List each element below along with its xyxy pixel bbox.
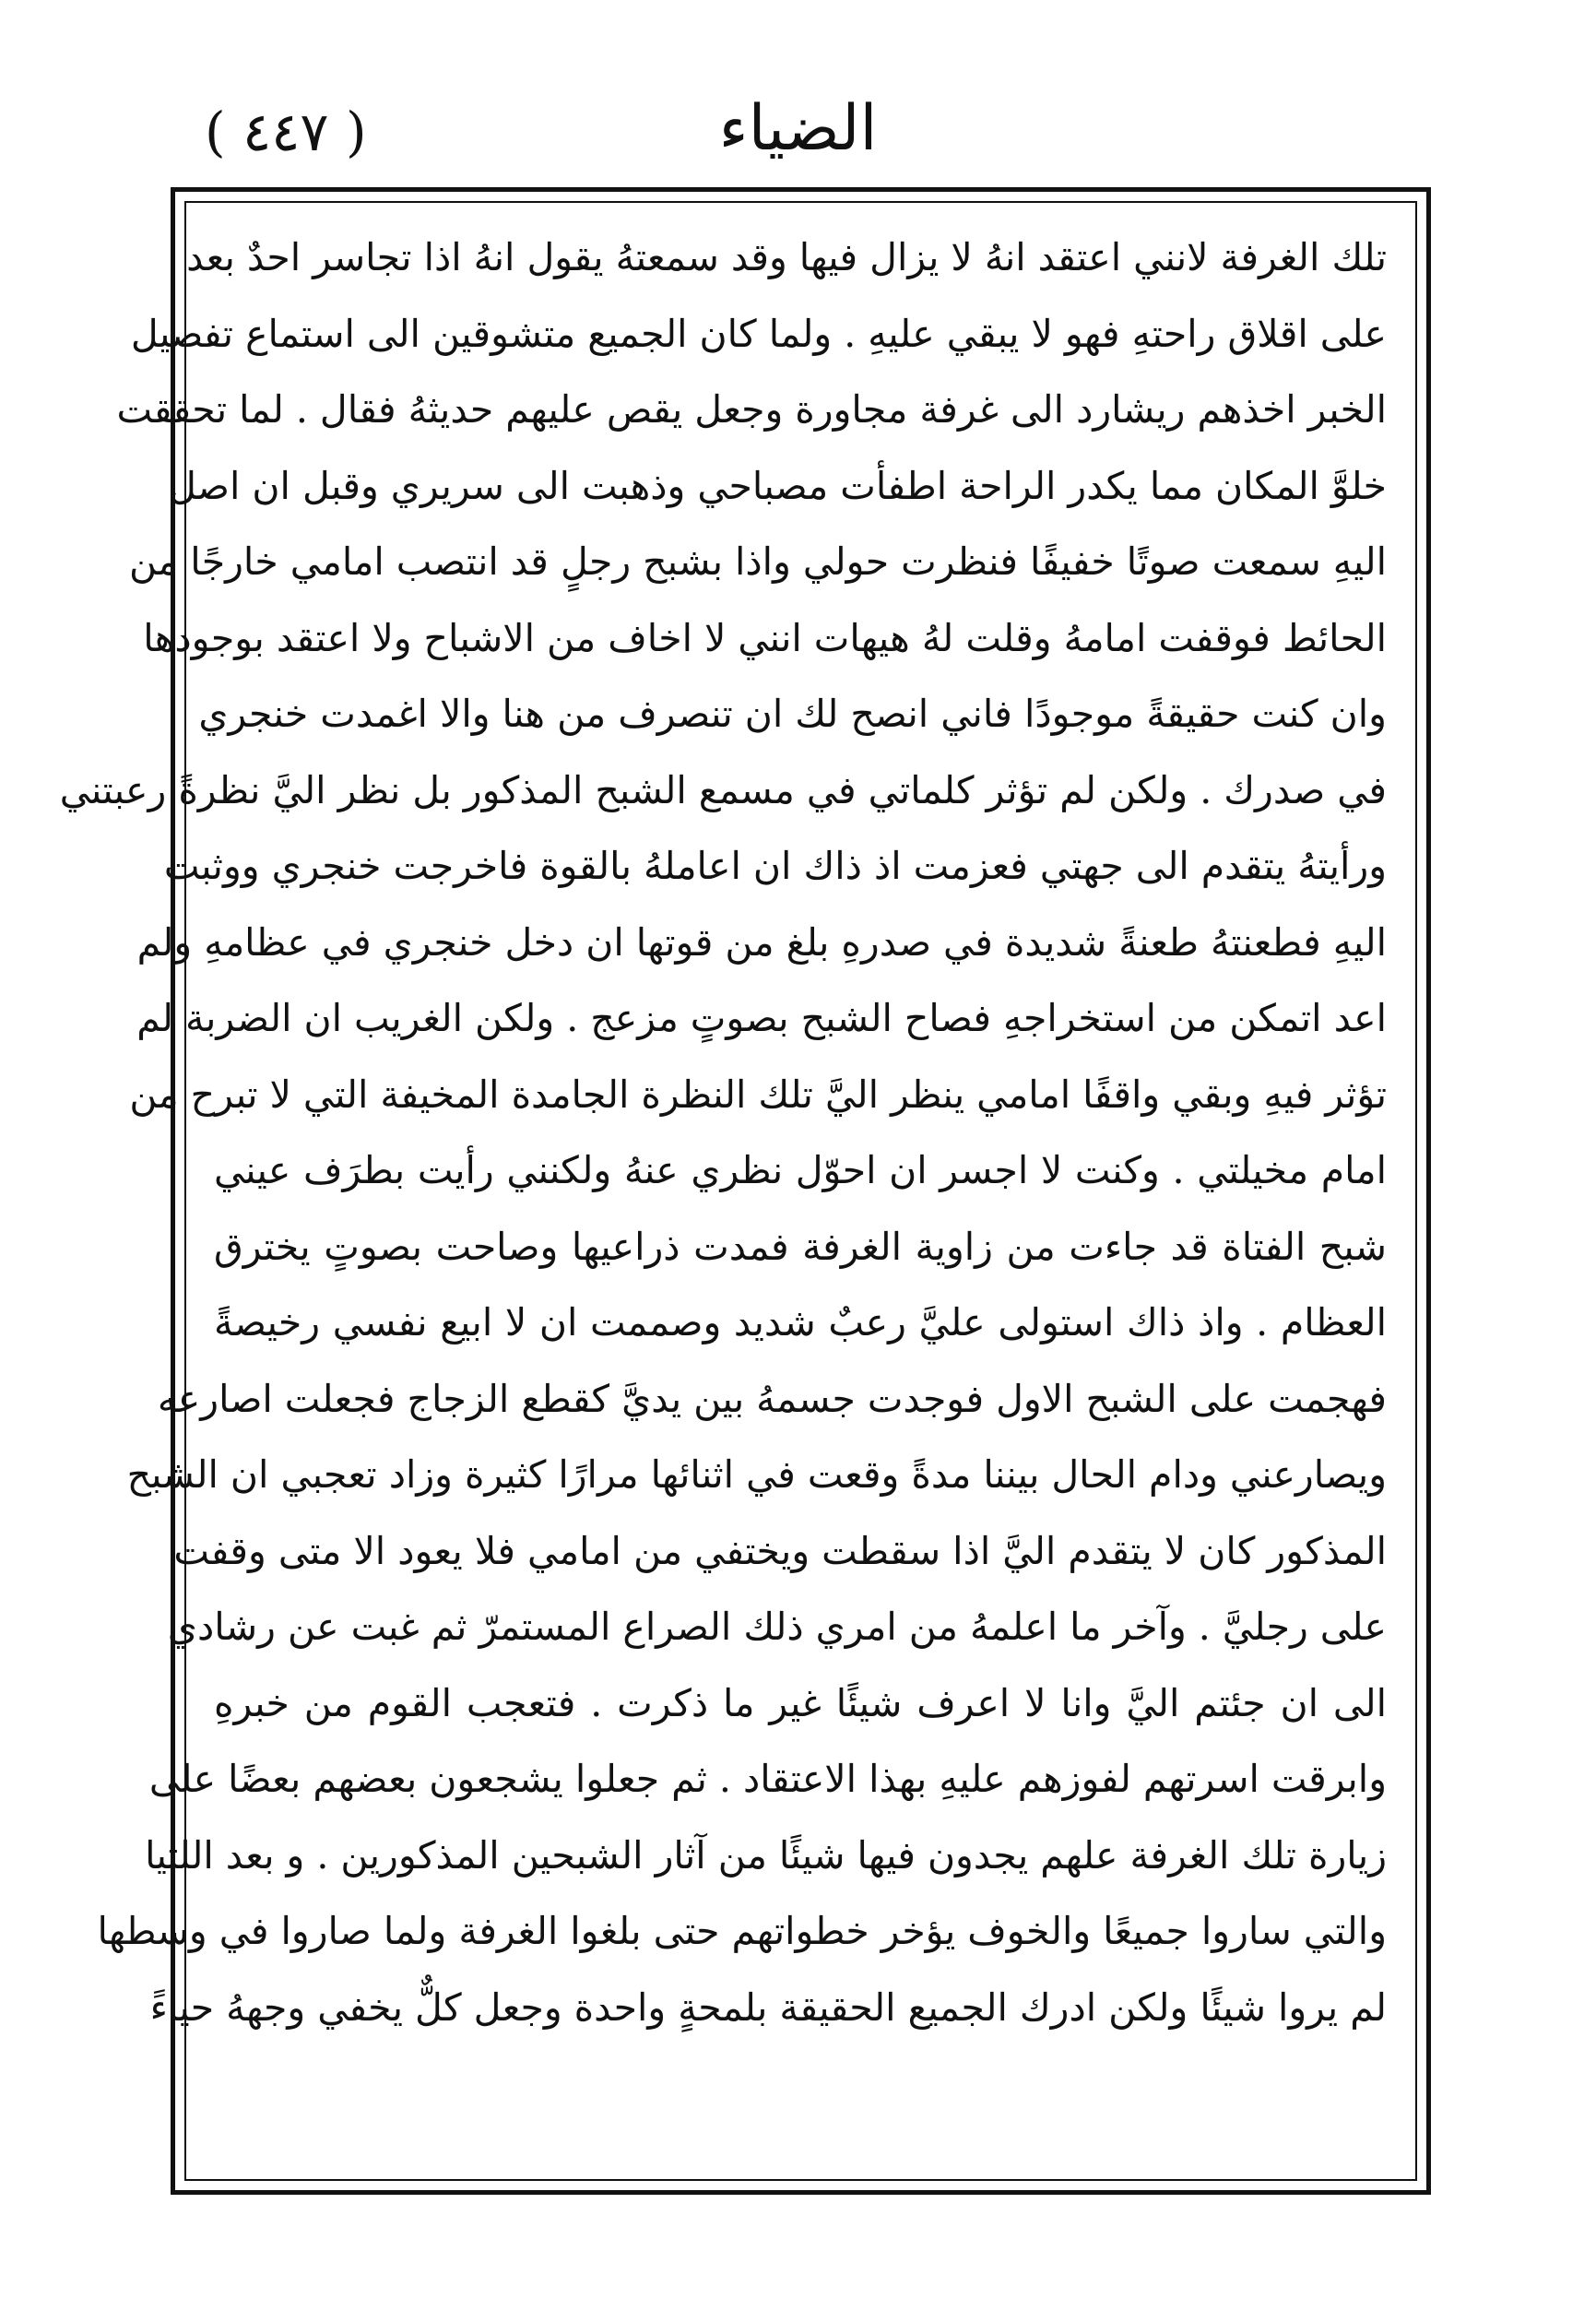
page-number: ( ٤٤٧ ) bbox=[205, 101, 367, 163]
text-line: تؤثر فيهِ وبقي واقفًا امامي ينظر اليَّ تلك النظرة الجامدة المخيفة التي لا تبرح من bbox=[129, 1072, 1387, 1117]
text-line: على رجليَّ . وآخر ما اعلمهُ من امري ذلك الصراع المستمرّ ثم غبت عن رشادي bbox=[167, 1605, 1387, 1649]
text-line: اليهِ سمعت صوتًا خفيفًا فنظرت حولي واذا بشبح رجلٍ قد انتصب امامي خارجًا من bbox=[129, 539, 1387, 584]
text-line: ويصارعني ودام الحال بيننا مدةً وقعت في اثنائها مرارًا كثيرة وزاد تعجبي ان الشبح bbox=[126, 1452, 1387, 1497]
text-line: والتي ساروا جميعًا والخوف يؤخر خطواتهم حتى بلغوا الغرفة ولما صاروا في وسطها bbox=[97, 1909, 1387, 1953]
body-text bbox=[59, 219, 1387, 2045]
text-line: الحائط فوقفت امامهُ وقلت لهُ هيهات انني لا اخاف من الاشباح ولا اعتقد بوجودها bbox=[143, 615, 1387, 660]
text-line: على اقلاق راحتهِ فهو لا يبقي عليهِ . ولما كان الجميع متشوقين الى استماع تفصيل bbox=[130, 311, 1387, 356]
text-line: اليهِ فطعنتهُ طعنةً شديدة في صدرهِ بلغ من قوتها ان دخل خنجري في عظامهِ ولم bbox=[136, 919, 1387, 965]
text-line: تلك الغرفة لانني اعتقد انهُ لا يزال فيها وقد سمعتهُ يقول انهُ اذا تجاسر احدٌ بعد bbox=[186, 235, 1387, 279]
text-line: اعد اتمكن من استخراجهِ فصاح الشبح بصوتٍ مزعج . ولكن الغريب ان الضربة لم bbox=[136, 996, 1387, 1040]
text-line: العظام . واذ ذاك استولى عليَّ رعبٌ شديد وصممت ان لا ابيع نفسي رخيصةً bbox=[214, 1300, 1387, 1345]
text-line: زيارة تلك الغرفة علهم يجدون فيها شيئًا من آثار الشبحين المذكورين . و بعد اللتيا bbox=[145, 1832, 1387, 1878]
text-line: لم يروا شيئًا ولكن ادرك الجميع الحقيقة بلمحةٍ واحدة وجعل كلٌّ يخفي وجههُ حياءً bbox=[149, 1984, 1387, 2030]
running-title: الضياء bbox=[718, 92, 878, 165]
text-line: وان كنت حقيقةً موجودًا فاني انصح لك ان تنصرف من هنا والا اغمدت خنجري bbox=[198, 692, 1387, 736]
page-header bbox=[0, 0, 1596, 184]
text-line: الخبر اخذهم ريشارد الى غرفة مجاورة وجعل يقص عليهم حديثهُ فقال . لما تحققت bbox=[116, 387, 1387, 432]
text-line: شبح الفتاة قد جاءت من زاوية الغرفة فمدت ذراعيها وصاحت بصوتٍ يخترق bbox=[214, 1224, 1387, 1269]
text-line: في صدرك . ولكن لم تؤثر كلماتي في مسمع الشبح المذكور بل نظر اليَّ نظرةً رعبتني bbox=[59, 767, 1387, 812]
text-line: خلوَّ المكان مما يكدر الراحة اطفأت مصباحي وذهبت الى سريري وقبل ان اصل bbox=[169, 463, 1387, 508]
text-line: المذكور كان لا يتقدم اليَّ اذا سقطت ويختفي من امامي فلا يعود الا متى وقفت bbox=[173, 1528, 1387, 1573]
text-line: وابرقت اسرتهم لفوزهم عليهِ بهذا الاعتقاد . ثم جعلوا يشجعون بعضهم بعضًا على bbox=[148, 1757, 1387, 1801]
text-line: الى ان جئتم اليَّ وانا لا اعرف شيئًا غير ما ذكرت . فتعجب القوم من خبرهِ bbox=[214, 1680, 1387, 1725]
text-line: امام مخيلتي . وكنت لا اجسر ان احوّل نظري عنهُ ولكنني رأيت بطرَف عيني bbox=[214, 1148, 1387, 1192]
text-line: ورأيتهُ يتقدم الى جهتي فعزمت اذ ذاك ان اعاملهُ بالقوة فاخرجت خنجري ووثبت bbox=[163, 844, 1387, 888]
text-line: فهجمت على الشبح الاول فوجدت جسمهُ بين يديَّ كقطع الزجاج فجعلت اصارعه bbox=[157, 1376, 1387, 1421]
